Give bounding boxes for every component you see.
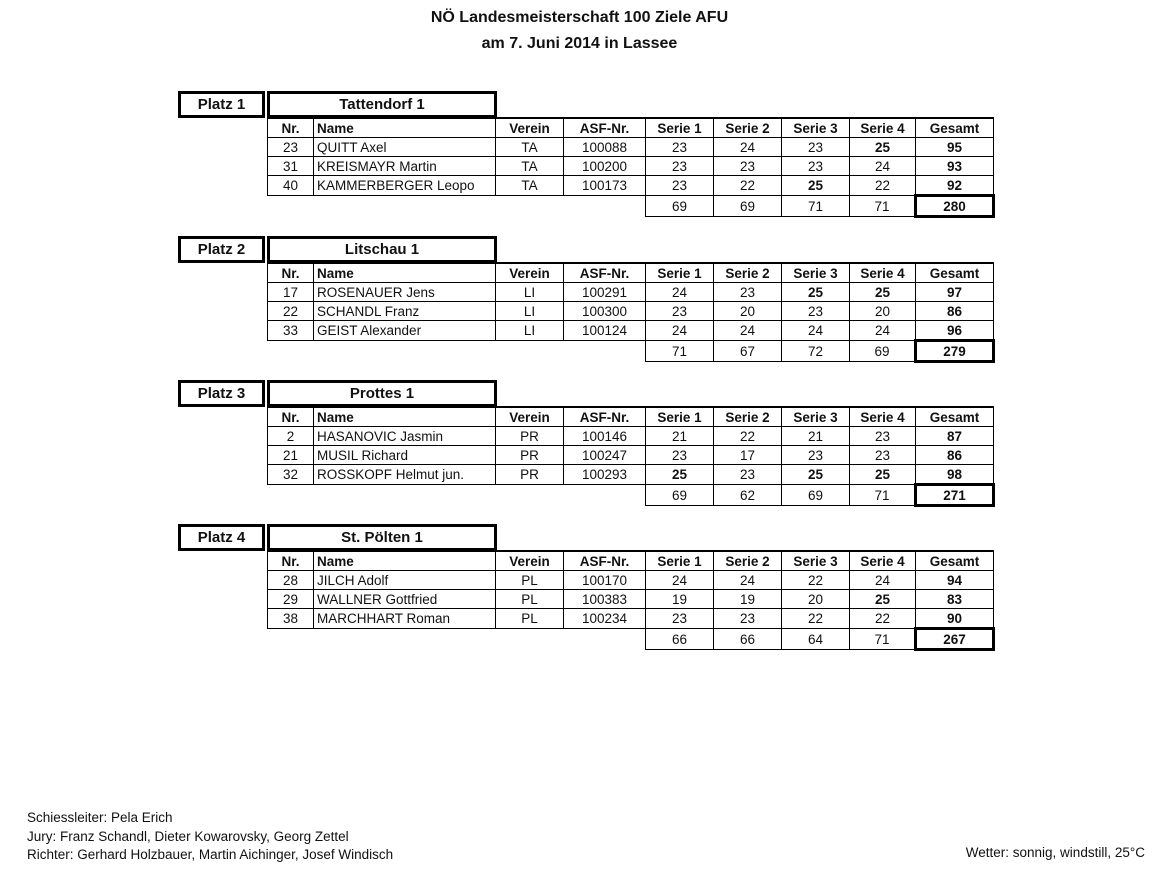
col-header: Serie 3 <box>782 551 850 571</box>
player-nr: 32 <box>268 465 314 485</box>
col-header: Serie 1 <box>646 118 714 138</box>
player-verein: TA <box>496 138 564 157</box>
player-row <box>268 321 994 341</box>
player-asf-nr: 100088 <box>564 138 646 157</box>
series-total: 62 <box>714 485 782 506</box>
col-header: Serie 2 <box>714 551 782 571</box>
series-total: 66 <box>714 629 782 650</box>
player-asf-nr: 100293 <box>564 465 646 485</box>
player-verein: PL <box>496 571 564 590</box>
col-header: Verein <box>496 263 564 283</box>
player-verein: LI <box>496 283 564 302</box>
col-header: Gesamt <box>916 263 994 283</box>
col-header: ASF-Nr. <box>564 551 646 571</box>
player-verein: PR <box>496 465 564 485</box>
series-score: 22 <box>850 176 916 196</box>
player-name: MARCHHART Roman <box>314 609 496 629</box>
column-header-row <box>268 118 994 138</box>
player-name: MUSIL Richard <box>314 446 496 465</box>
col-header: Serie 4 <box>850 263 916 283</box>
team-name: St. Pölten 1 <box>267 524 497 551</box>
team-grand-total: 267 <box>916 629 994 650</box>
player-row <box>268 465 994 485</box>
results-table <box>267 550 995 651</box>
player-total: 90 <box>916 609 994 629</box>
col-header: ASF-Nr. <box>564 407 646 427</box>
series-score: 23 <box>714 609 782 629</box>
team-section-platz-1 <box>178 91 998 218</box>
col-header: ASF-Nr. <box>564 118 646 138</box>
col-header: Gesamt <box>916 118 994 138</box>
player-row <box>268 571 994 590</box>
series-score: 19 <box>714 590 782 609</box>
series-score: 25 <box>850 465 916 485</box>
player-asf-nr: 100173 <box>564 176 646 196</box>
blank-cell <box>314 341 496 362</box>
player-verein: LI <box>496 302 564 321</box>
col-header: Nr. <box>268 263 314 283</box>
series-score: 23 <box>714 465 782 485</box>
series-score: 23 <box>714 157 782 176</box>
player-nr: 29 <box>268 590 314 609</box>
col-header: Gesamt <box>916 407 994 427</box>
series-score: 25 <box>850 283 916 302</box>
totals-row <box>268 485 994 506</box>
blank-cell <box>496 485 564 506</box>
player-total: 97 <box>916 283 994 302</box>
player-name: KREISMAYR Martin <box>314 157 496 176</box>
player-total: 86 <box>916 446 994 465</box>
player-verein: TA <box>496 176 564 196</box>
col-header: Serie 2 <box>714 407 782 427</box>
series-total: 71 <box>850 485 916 506</box>
team-name: Prottes 1 <box>267 380 497 407</box>
player-nr: 22 <box>268 302 314 321</box>
series-score: 22 <box>782 609 850 629</box>
player-total: 92 <box>916 176 994 196</box>
blank-cell <box>564 341 646 362</box>
team-header-row <box>178 380 998 407</box>
blank-cell <box>564 485 646 506</box>
player-asf-nr: 100291 <box>564 283 646 302</box>
platz-badge: Platz 4 <box>178 524 265 551</box>
blank-cell <box>564 196 646 217</box>
player-total: 96 <box>916 321 994 341</box>
series-score: 23 <box>646 138 714 157</box>
player-verein: TA <box>496 157 564 176</box>
player-name: ROSSKOPF Helmut jun. <box>314 465 496 485</box>
team-section-platz-3 <box>178 380 998 507</box>
player-asf-nr: 100383 <box>564 590 646 609</box>
series-total: 71 <box>782 196 850 217</box>
platz-badge: Platz 3 <box>178 380 265 407</box>
player-nr: 17 <box>268 283 314 302</box>
col-header: Verein <box>496 551 564 571</box>
series-score: 24 <box>714 321 782 341</box>
player-asf-nr: 100247 <box>564 446 646 465</box>
schiessleiter-line: Schiessleiter: Pela Erich <box>27 810 173 825</box>
series-score: 23 <box>646 176 714 196</box>
series-total: 71 <box>850 629 916 650</box>
player-asf-nr: 100146 <box>564 427 646 446</box>
series-score: 24 <box>714 571 782 590</box>
blank-cell <box>314 485 496 506</box>
series-score: 24 <box>646 283 714 302</box>
results-table <box>267 117 995 218</box>
player-row <box>268 283 994 302</box>
richter-line: Richter: Gerhard Holzbauer, Martin Aichinger, Josef Windisch <box>27 847 394 862</box>
player-row <box>268 302 994 321</box>
player-row <box>268 138 994 157</box>
blank-cell <box>268 629 314 650</box>
series-total: 69 <box>782 485 850 506</box>
series-score: 24 <box>850 157 916 176</box>
col-header: Serie 4 <box>850 407 916 427</box>
series-score: 21 <box>782 427 850 446</box>
series-score: 24 <box>646 571 714 590</box>
col-header: Nr. <box>268 407 314 427</box>
series-score: 23 <box>646 446 714 465</box>
series-score: 17 <box>714 446 782 465</box>
player-name: HASANOVIC Jasmin <box>314 427 496 446</box>
player-nr: 31 <box>268 157 314 176</box>
team-grand-total: 279 <box>916 341 994 362</box>
platz-badge: Platz 1 <box>178 91 265 118</box>
player-verein: PR <box>496 427 564 446</box>
series-total: 64 <box>782 629 850 650</box>
series-score: 23 <box>782 446 850 465</box>
series-score: 24 <box>782 321 850 341</box>
series-score: 23 <box>782 302 850 321</box>
player-asf-nr: 100300 <box>564 302 646 321</box>
player-verein: PR <box>496 446 564 465</box>
series-total: 69 <box>850 341 916 362</box>
player-verein: PL <box>496 609 564 629</box>
player-nr: 21 <box>268 446 314 465</box>
player-total: 83 <box>916 590 994 609</box>
col-header: Serie 4 <box>850 118 916 138</box>
team-section-platz-2 <box>178 236 998 363</box>
player-name: JILCH Adolf <box>314 571 496 590</box>
team-header-row <box>178 236 998 263</box>
player-asf-nr: 100234 <box>564 609 646 629</box>
team-header-row <box>178 91 998 118</box>
player-row <box>268 427 994 446</box>
series-total: 72 <box>782 341 850 362</box>
team-grand-total: 280 <box>916 196 994 217</box>
player-total: 87 <box>916 427 994 446</box>
page-title: NÖ Landesmeisterschaft 100 Ziele AFU <box>430 9 729 26</box>
col-header: Name <box>314 407 496 427</box>
team-name: Tattendorf 1 <box>267 91 497 118</box>
series-score: 20 <box>782 590 850 609</box>
col-header: Serie 2 <box>714 118 782 138</box>
series-score: 21 <box>646 427 714 446</box>
results-table <box>267 406 995 507</box>
series-score: 22 <box>782 571 850 590</box>
col-header: Verein <box>496 407 564 427</box>
series-score: 25 <box>782 465 850 485</box>
series-total: 69 <box>714 196 782 217</box>
series-score: 22 <box>850 609 916 629</box>
player-total: 86 <box>916 302 994 321</box>
player-row <box>268 176 994 196</box>
series-score: 23 <box>714 283 782 302</box>
series-total: 71 <box>850 196 916 217</box>
player-row <box>268 446 994 465</box>
series-score: 25 <box>782 283 850 302</box>
series-score: 23 <box>646 157 714 176</box>
player-row <box>268 609 994 629</box>
series-score: 25 <box>646 465 714 485</box>
wetter-line: Wetter: sonnig, windstill, 25°C <box>965 845 1145 860</box>
document-title <box>0 5 1159 57</box>
series-total: 69 <box>646 196 714 217</box>
player-row <box>268 157 994 176</box>
col-header: Nr. <box>268 118 314 138</box>
column-header-row <box>268 551 994 571</box>
player-name: KAMMERBERGER Leopo <box>314 176 496 196</box>
jury-line: Jury: Franz Schandl, Dieter Kowarovsky, Georg Zettel <box>27 828 349 844</box>
blank-cell <box>314 196 496 217</box>
officials-block <box>27 809 393 865</box>
col-header: Serie 4 <box>850 551 916 571</box>
blank-cell <box>268 196 314 217</box>
player-nr: 40 <box>268 176 314 196</box>
series-score: 19 <box>646 590 714 609</box>
team-section-platz-4 <box>178 524 998 651</box>
player-name: ROSENAUER Jens <box>314 283 496 302</box>
player-row <box>268 590 994 609</box>
series-score: 23 <box>782 157 850 176</box>
series-total: 71 <box>646 341 714 362</box>
col-header: Gesamt <box>916 551 994 571</box>
player-total: 95 <box>916 138 994 157</box>
totals-row <box>268 341 994 362</box>
series-total: 66 <box>646 629 714 650</box>
column-header-row <box>268 407 994 427</box>
player-name: QUITT Axel <box>314 138 496 157</box>
col-header: Serie 3 <box>782 263 850 283</box>
col-header: Serie 3 <box>782 118 850 138</box>
column-header-row <box>268 263 994 283</box>
col-header: Name <box>314 551 496 571</box>
col-header: Serie 1 <box>646 263 714 283</box>
col-header: ASF-Nr. <box>564 263 646 283</box>
col-header: Nr. <box>268 551 314 571</box>
player-nr: 38 <box>268 609 314 629</box>
player-verein: LI <box>496 321 564 341</box>
results-table <box>267 262 995 363</box>
col-header: Verein <box>496 118 564 138</box>
player-nr: 23 <box>268 138 314 157</box>
blank-cell <box>496 196 564 217</box>
page-subtitle: am 7. Juni 2014 in Lassee <box>481 35 678 52</box>
totals-row <box>268 629 994 650</box>
series-score: 23 <box>850 427 916 446</box>
col-header: Serie 2 <box>714 263 782 283</box>
player-asf-nr: 100124 <box>564 321 646 341</box>
player-asf-nr: 100170 <box>564 571 646 590</box>
player-total: 98 <box>916 465 994 485</box>
series-score: 23 <box>850 446 916 465</box>
player-asf-nr: 100200 <box>564 157 646 176</box>
series-score: 24 <box>850 571 916 590</box>
series-score: 23 <box>646 302 714 321</box>
platz-badge: Platz 2 <box>178 236 265 263</box>
col-header: Serie 3 <box>782 407 850 427</box>
series-score: 25 <box>850 138 916 157</box>
player-nr: 2 <box>268 427 314 446</box>
totals-row <box>268 196 994 217</box>
series-score: 22 <box>714 176 782 196</box>
player-name: SCHANDL Franz <box>314 302 496 321</box>
series-score: 25 <box>850 590 916 609</box>
blank-cell <box>496 629 564 650</box>
player-total: 94 <box>916 571 994 590</box>
blank-cell <box>268 485 314 506</box>
col-header: Name <box>314 118 496 138</box>
player-total: 93 <box>916 157 994 176</box>
col-header: Serie 1 <box>646 407 714 427</box>
series-score: 24 <box>646 321 714 341</box>
blank-cell <box>314 629 496 650</box>
series-score: 24 <box>850 321 916 341</box>
team-name: Litschau 1 <box>267 236 497 263</box>
series-score: 20 <box>850 302 916 321</box>
player-name: WALLNER Gottfried <box>314 590 496 609</box>
series-score: 20 <box>714 302 782 321</box>
team-header-row <box>178 524 998 551</box>
player-nr: 28 <box>268 571 314 590</box>
series-total: 69 <box>646 485 714 506</box>
player-nr: 33 <box>268 321 314 341</box>
blank-cell <box>496 341 564 362</box>
series-score: 23 <box>782 138 850 157</box>
blank-cell <box>268 341 314 362</box>
col-header: Serie 1 <box>646 551 714 571</box>
player-name: GEIST Alexander <box>314 321 496 341</box>
blank-cell <box>564 629 646 650</box>
series-score: 25 <box>782 176 850 196</box>
series-score: 24 <box>714 138 782 157</box>
col-header: Name <box>314 263 496 283</box>
series-score: 23 <box>646 609 714 629</box>
series-score: 22 <box>714 427 782 446</box>
series-total: 67 <box>714 341 782 362</box>
team-grand-total: 271 <box>916 485 994 506</box>
player-verein: PL <box>496 590 564 609</box>
